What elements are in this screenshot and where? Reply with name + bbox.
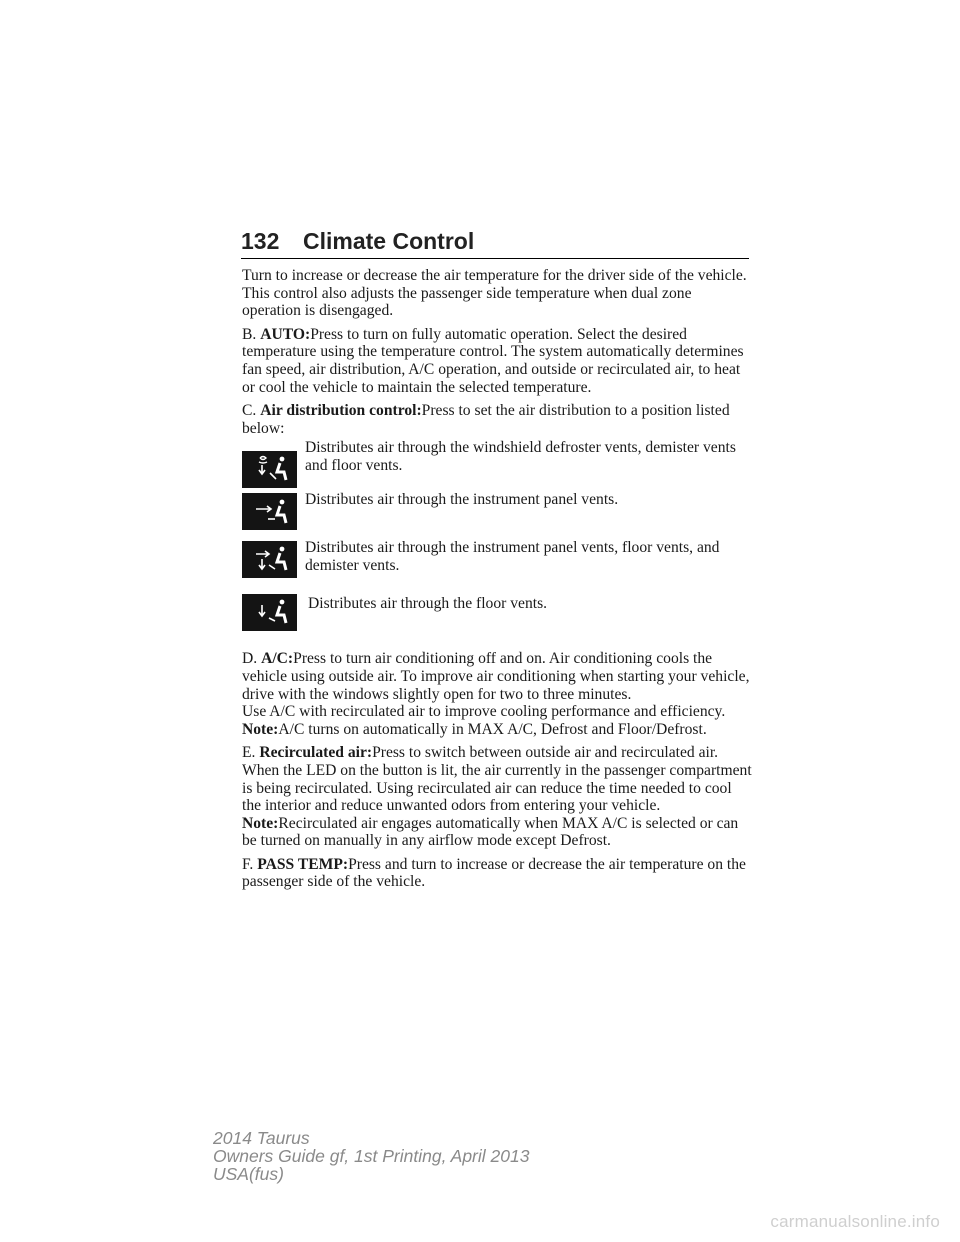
item-b-text: Press to turn on fully automatic operation. Select the desired temperature using the temperature control. The system automatically determines fan speed, air distribution, A/C operation, and outside or recirculated air, to heat or cool the vehicle to maintain the selected temperature. — [242, 325, 744, 396]
defrost-floor-vent-icon — [242, 451, 297, 488]
item-f-label: PASS TEMP: — [257, 855, 349, 873]
item-f-letter: F. — [242, 855, 254, 873]
page-footer — [213, 1129, 529, 1183]
footer-line-3 — [213, 1165, 529, 1183]
item-b-letter: B. — [242, 325, 257, 343]
item-f — [242, 856, 752, 891]
vent-mode-row — [242, 594, 752, 650]
note-label: Note: — [242, 720, 279, 738]
vent-mode-text: Distributes air through the windshield defroster vents, demister vents and floor vents. — [305, 439, 736, 474]
item-d-extra: Use A/C with recirculated air to improve cooling performance and efficiency. — [242, 703, 726, 721]
floor-vent-icon — [242, 594, 297, 631]
item-c-letter: C. — [242, 402, 257, 420]
watermark: carmanualsonline.info — [770, 1212, 940, 1231]
item-c-label: Air distribution control: — [260, 402, 422, 420]
item-d — [242, 650, 752, 703]
vent-mode-row — [242, 540, 752, 594]
item-e-letter: E. — [242, 744, 256, 762]
vent-mode-text: Distributes air through the floor vents. — [308, 595, 548, 613]
item-c — [242, 402, 752, 437]
footer-region-code: (fus) — [248, 1164, 284, 1184]
footer-line-1: 2014 Taurus — [213, 1128, 310, 1148]
panel-floor-demister-vent-icon — [242, 541, 297, 578]
item-d-note — [242, 721, 752, 739]
intro-paragraph-1: Turn to increase or decrease the air temperature for the driver side of the vehicle. — [242, 267, 747, 284]
note-label: Note: — [242, 814, 279, 832]
item-e-label: Recirculated air: — [259, 744, 373, 762]
note-text: A/C turns on automatically in MAX A/C, Defrost and Floor/Defrost. — [278, 720, 707, 738]
intro-paragraph-2: This control also adjusts the passenger side temperature when dual zone operation is disengaged. — [242, 284, 692, 320]
vent-mode-row — [242, 440, 752, 492]
item-b — [242, 326, 752, 396]
page-body — [242, 267, 752, 891]
page-header — [241, 228, 749, 259]
item-e — [242, 744, 752, 814]
item-b-label: AUTO: — [260, 325, 311, 343]
vent-mode-text: Distributes air through the instrument panel vents. — [305, 491, 619, 509]
item-f-text: Press and turn to increase or decrease the air temperature on the passenger side of the vehicle. — [242, 855, 746, 891]
item-d-text: Press to turn air conditioning off and on. Air conditioning cools the vehicle using outside air. To improve air conditioning when starting your vehicle, drive with the windows slightly open for two to three minutes. — [242, 650, 750, 703]
vent-mode-row — [242, 492, 752, 540]
section-title: Climate Control — [303, 228, 475, 254]
panel-vent-icon — [242, 493, 297, 530]
note-text: Recirculated air engages automatically when MAX A/C is selected or can be turned on manually in any airflow mode except Defrost. — [242, 814, 739, 850]
item-d-letter: D. — [242, 650, 258, 668]
item-d-label: A/C: — [261, 650, 294, 668]
item-e-text: Press to switch between outside air and recirculated air. When the LED on the button is lit, the air currently in the passenger compartment is being recirculated. Using recirculated air can reduce the time needed to cool the interior and reduce unwanted odors from entering your vehicle. — [242, 744, 752, 815]
item-c-text: Press to set the air distribution to a position listed below: — [242, 402, 730, 437]
item-e-note — [242, 815, 752, 850]
footer-region: USA — [213, 1164, 249, 1184]
vent-mode-text: Distributes air through the instrument panel vents, floor vents, and demister vents. — [305, 539, 720, 574]
footer-line-2: Owners Guide gf, 1st Printing, April 2013 — [213, 1146, 530, 1166]
page-number: 132 — [241, 228, 280, 254]
